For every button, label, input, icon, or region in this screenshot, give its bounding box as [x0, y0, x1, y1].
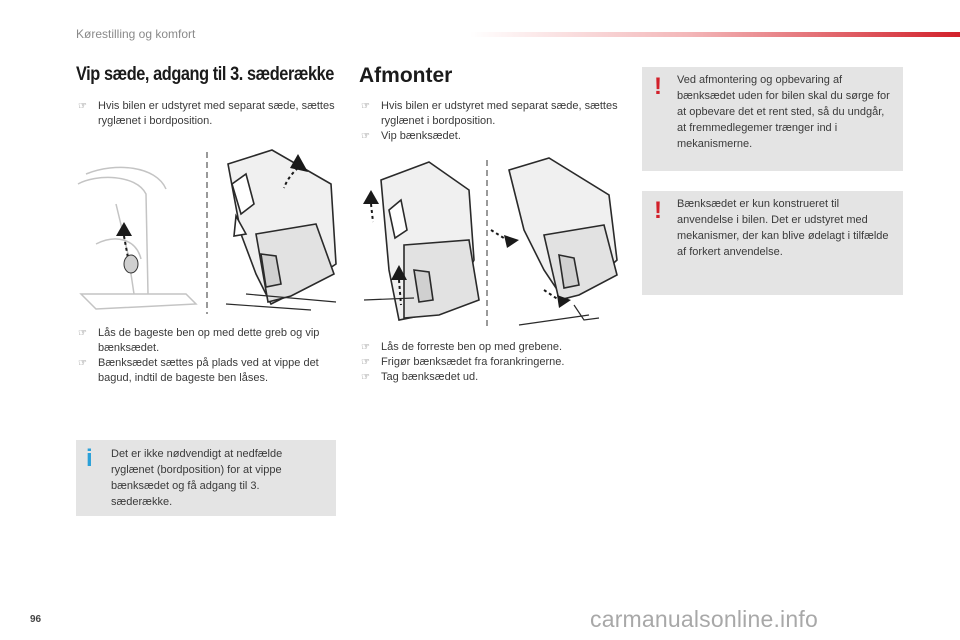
list-item: ☞ Frigør bænksædet fra forankringerne.	[361, 356, 565, 368]
section-title: Kørestilling og komfort	[76, 27, 196, 41]
steps-tilt-intro	[76, 99, 338, 129]
arrow-bullet-icon: ☞	[361, 101, 370, 112]
warning-text: Ved afmontering og opbevaring af bænksædet uden for bilen skal du sørge for at opbevare det et rent sted, så du undgår, at fremmedlegemer trænger ind i mekanismerne.	[677, 74, 890, 150]
list-item: ☞ Bænksædet sættes på plads ved at vippe det bagud, indtil de bageste ben låses.	[78, 357, 319, 384]
steps-tilt-lock	[76, 326, 338, 386]
steps-remove-intro	[359, 99, 619, 144]
info-box	[76, 440, 336, 516]
arrow-bullet-icon: ☞	[78, 328, 87, 339]
header-gradient-bar	[470, 32, 960, 37]
list-item: ☞ Tag bænksædet ud.	[361, 371, 479, 383]
watermark: carmanualsonline.info	[590, 606, 818, 632]
heading-remove: Afmonter	[359, 64, 453, 87]
warning-box-storage	[642, 67, 903, 171]
arrow-bullet-icon: ☞	[361, 372, 370, 383]
page-number: 96	[30, 614, 42, 625]
list-item: ☞ Lås de forreste ben op med grebene.	[361, 341, 563, 353]
heading-tilt-seat: Vip sæde, adgang til 3. sæderække	[76, 64, 334, 85]
warning-icon: !	[654, 73, 662, 100]
arrow-bullet-icon: ☞	[78, 358, 87, 369]
arrow-bullet-icon: ☞	[78, 101, 87, 112]
list-item: ☞ Vip bænksædet.	[361, 130, 461, 142]
arrow-bullet-icon: ☞	[361, 357, 370, 368]
info-text: Det er ikke nødvendigt at nedfælde ryglænet (bordposition) for at vippe bænksædet og få adgang til 3. sæderække.	[111, 448, 283, 508]
warning-icon: !	[654, 197, 662, 224]
list-item: ☞ Hvis bilen er udstyret med separat sæde, sættes ryglænet i bordposition.	[78, 100, 335, 127]
arrow-bullet-icon: ☞	[361, 131, 370, 142]
warning-text: Bænksædet er kun konstrueret til anvendelse i bilen. Det er udstyret med mekanismer, der kan blive ødelagt i tilfælde af forkert anvendelse.	[677, 198, 889, 258]
illustration-remove-seat	[359, 150, 621, 332]
info-icon: i	[86, 445, 93, 472]
warning-box-usage	[642, 191, 903, 295]
list-item: ☞ Hvis bilen er udstyret med separat sæde, sættes ryglænet i bordposition.	[361, 100, 618, 127]
arrow-bullet-icon: ☞	[361, 342, 370, 353]
illustration-tilt-seat	[76, 144, 338, 320]
steps-remove-release	[359, 340, 619, 385]
list-item: ☞ Lås de bageste ben op med dette greb og vip bænksædet.	[78, 327, 320, 354]
